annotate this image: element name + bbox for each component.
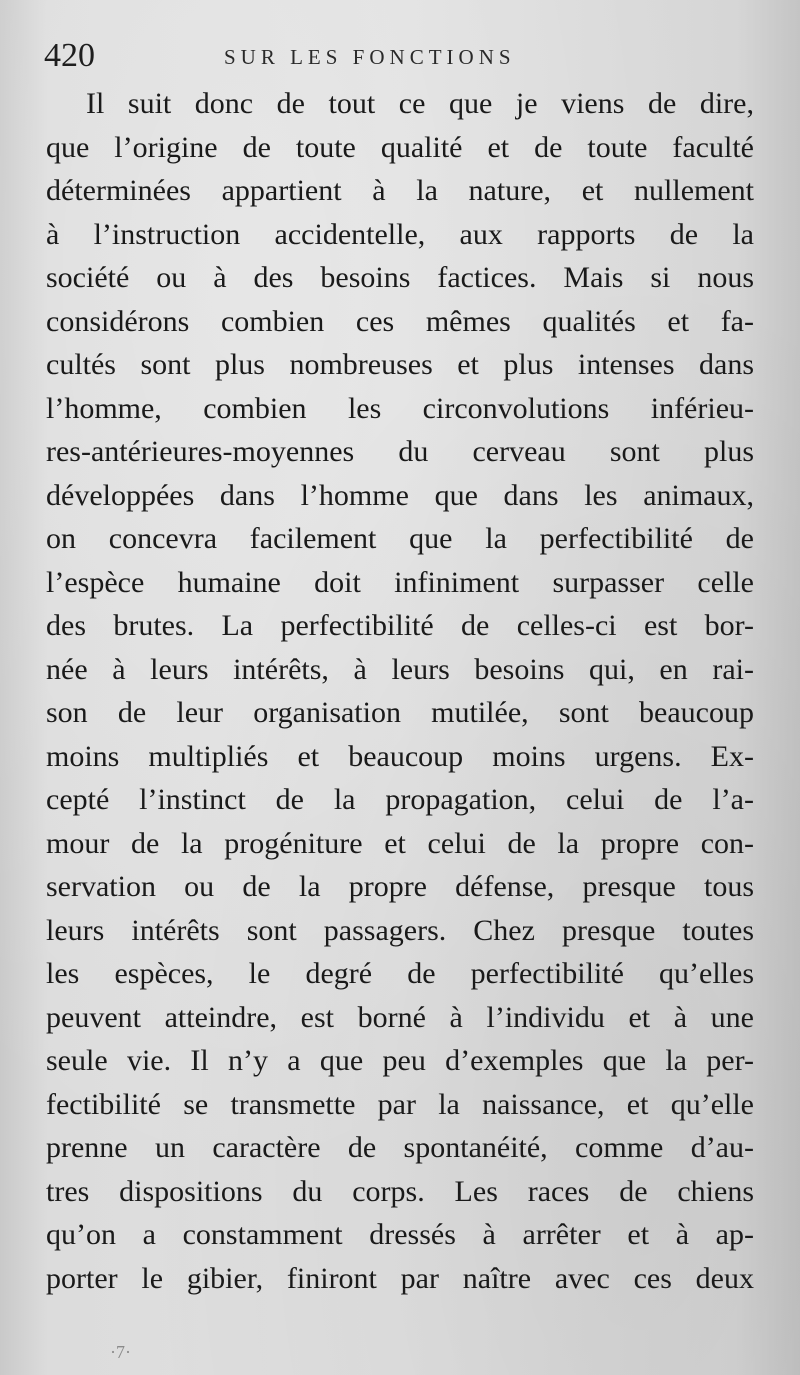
text-line: Il suit donc de tout ce que je viens de dire, <box>86 87 754 120</box>
text-line: res-antérieures-moyennes du cerveau sont plus <box>46 435 754 468</box>
text-line: l’homme, combien les circonvolutions inférieu- <box>46 391 754 425</box>
text-line: leurs intérêts sont passagers. Chez presque toutes <box>46 913 754 947</box>
text-line: des brutes. La perfectibilité de celles-ci est bor- <box>46 609 754 642</box>
text-line: moins multipliés et beaucoup moins urgens. Ex- <box>46 739 754 773</box>
running-title: SUR LES FONCTIONS <box>224 45 516 69</box>
text-line: société ou à des besoins factices. Mais si nous <box>46 261 754 294</box>
text-line: développées dans l’homme que dans les animaux, <box>46 478 754 512</box>
text-line: qu’on a constamment dressés à arrêter et à ap- <box>46 1218 754 1251</box>
footer-mark: ·7· <box>110 1342 131 1362</box>
text-line: prenne un caractère de spontanéité, comme d’au- <box>46 1131 754 1164</box>
text-line: née à leurs intérêts, à leurs besoins qui, en rai- <box>46 652 754 686</box>
body-text <box>46 82 754 1300</box>
text-line: porter le gibier, finiront par naître avec ces deux <box>46 1261 754 1295</box>
text-line: déterminées appartient à la nature, et nullement <box>46 174 754 207</box>
text-line: peuvent atteindre, est borné à l’individu et à une <box>46 1000 754 1034</box>
page-number: 420 <box>44 37 95 74</box>
text-line: les espèces, le degré de perfectibilité qu’elles <box>46 957 754 990</box>
text-line: fectibilité se transmette par la naissance, et qu’elle <box>46 1087 754 1121</box>
text-line: son de leur organisation mutilée, sont beaucoup <box>46 696 754 729</box>
text-line: que l’origine de toute qualité et de toute faculté <box>46 130 754 164</box>
text-line: à l’instruction accidentelle, aux rapports de la <box>46 217 754 251</box>
text-line: on concevra facilement que la perfectibilité de <box>46 522 754 555</box>
text-line: mour de la progéniture et celui de la propre con- <box>46 826 754 860</box>
text-line: l’espèce humaine doit infiniment surpasser celle <box>46 565 754 599</box>
running-head <box>44 36 756 76</box>
text-line: considérons combien ces mêmes qualités et fa- <box>46 304 754 338</box>
text-line: cepté l’instinct de la propagation, celui de l’a- <box>46 783 754 816</box>
text-line: tres dispositions du corps. Les races de chiens <box>46 1174 754 1208</box>
text-line: cultés sont plus nombreuses et plus intenses dans <box>46 348 754 381</box>
text-line: seule vie. Il n’y a que peu d’exemples que la per- <box>46 1044 754 1077</box>
text-line: servation ou de la propre défense, presque tous <box>46 870 754 903</box>
